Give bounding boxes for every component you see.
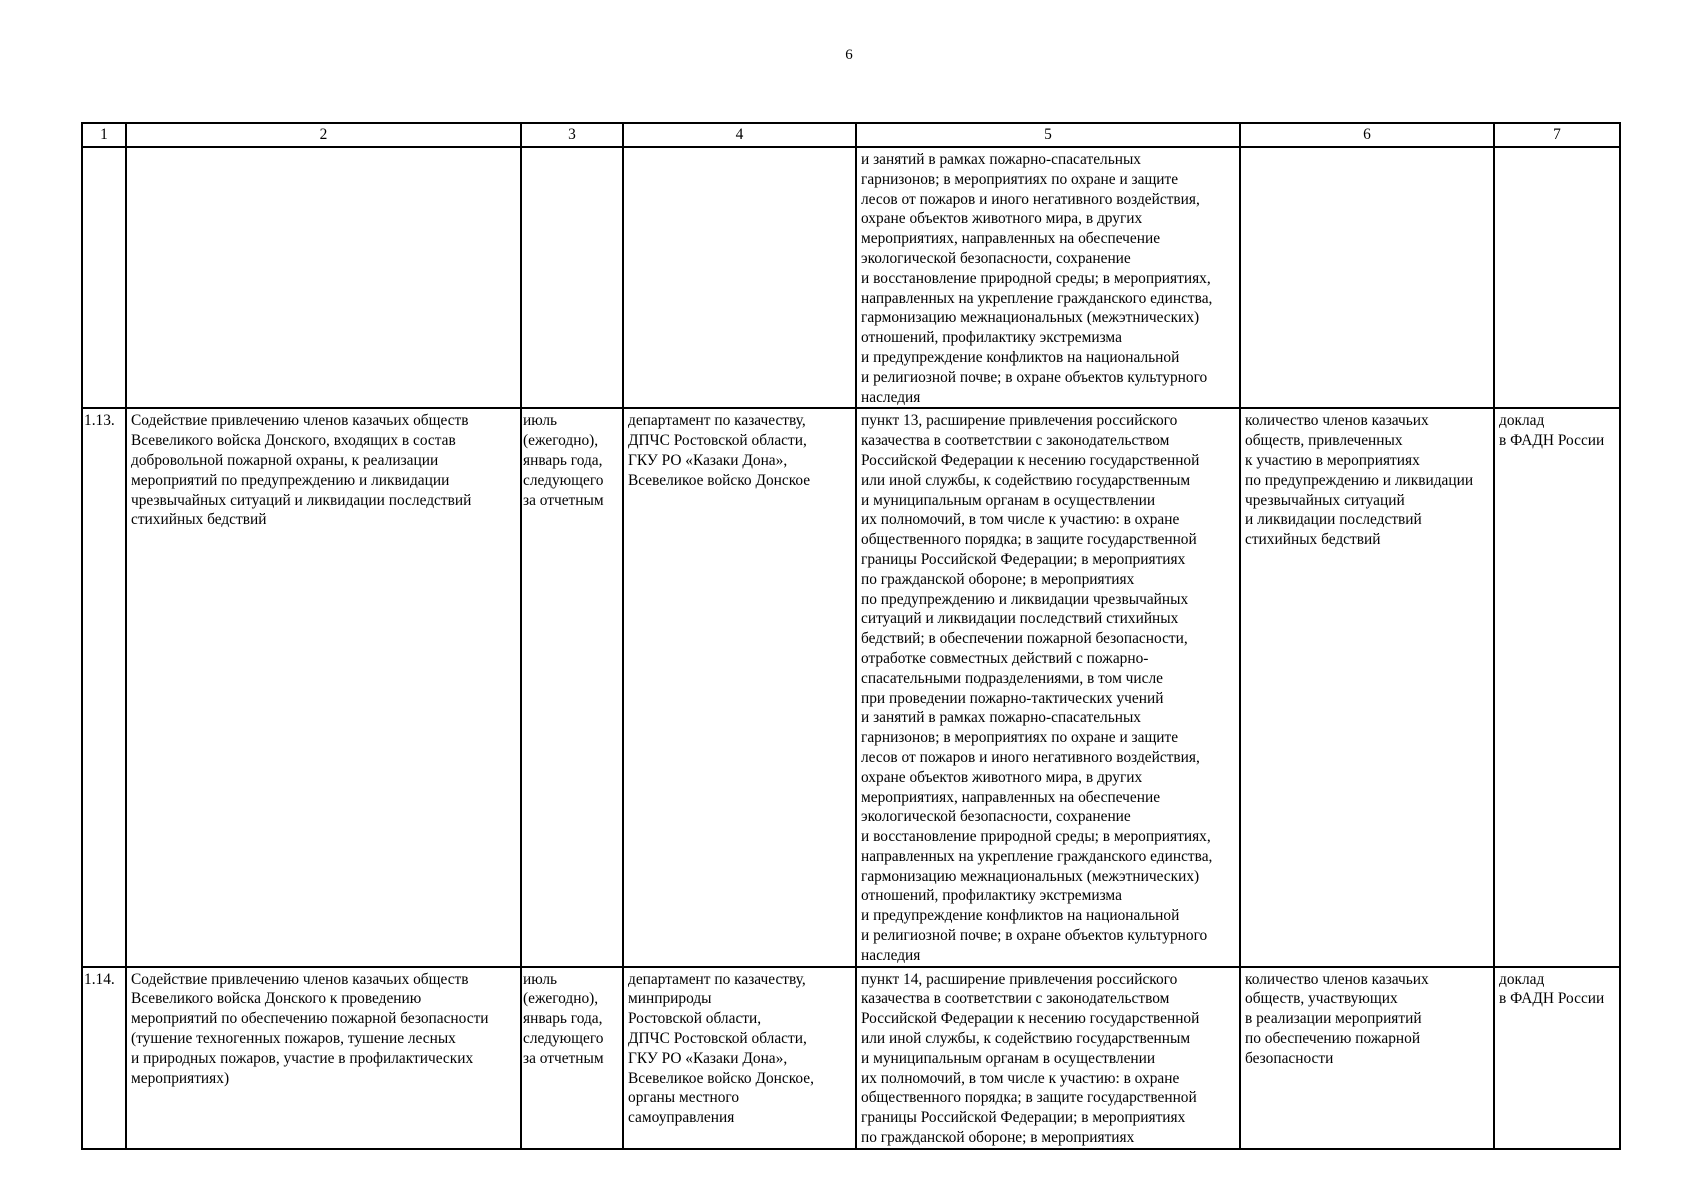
text-line: ДПЧС Ростовской области,	[628, 432, 807, 450]
text-line: при проведении пожарно-тактических учений	[861, 689, 1164, 707]
basis-cell	[856, 408, 1240, 966]
text-line: экологической безопасности, сохранение	[861, 249, 1131, 267]
text-line: ГКУ РО «Казаки Дона»,	[628, 451, 788, 469]
text-line: мероприятиях)	[131, 1069, 230, 1087]
text-line: и природных пожаров, участие в профилактических	[131, 1049, 474, 1067]
text-line: охране объектов животного мира, в других	[861, 210, 1143, 228]
indicator-cell	[1240, 408, 1494, 966]
text-line: границы Российской Федерации; в мероприятиях	[861, 1109, 1186, 1127]
text-line: по обеспечению пожарной	[1245, 1030, 1421, 1048]
text-line: гармонизацию межнациональных (межэтнических)	[861, 309, 1200, 327]
text-line: ситуаций и ликвидации последствий стихийных	[861, 610, 1179, 628]
text-line: казачества в соответствии с законодательством	[861, 990, 1170, 1008]
text-line: в ФАДН России	[1499, 990, 1605, 1008]
text-line: наследия	[861, 388, 921, 406]
text-line: следующего	[523, 1030, 604, 1048]
text-line: лесов от пожаров и иного негативного воздействия,	[861, 748, 1200, 766]
text-line: добровольной пожарной охраны, к реализации	[131, 451, 439, 469]
indicator-cell	[1240, 967, 1494, 1149]
text-line: июль	[523, 412, 558, 430]
table-row	[82, 408, 1620, 966]
measure-cell	[126, 967, 521, 1149]
text-line: их полномочий, в том числе к участию: в охране	[861, 511, 1180, 529]
row-number-cell	[82, 408, 126, 966]
text-line: и восстановление природной среды; в мероприятиях,	[861, 828, 1211, 846]
text-line: спасательными подразделениями, в том числе	[861, 669, 1163, 687]
column-header: 5	[856, 123, 1240, 147]
column-header: 3	[521, 123, 623, 147]
text-line: или иной службы, к содействию государственным	[861, 1030, 1191, 1048]
executors-cell	[623, 967, 856, 1149]
text-line: по предупреждению и ликвидации чрезвычайных	[861, 590, 1189, 608]
text-line: (тушение техногенных пожаров, тушение лесных	[131, 1030, 456, 1048]
text-line: в ФАДН России	[1499, 432, 1605, 450]
text-line: наследия	[861, 946, 921, 964]
column-header: 1	[82, 123, 126, 147]
text-line: и религиозной почве; в охране объектов культурного	[861, 927, 1208, 945]
measure-cell	[126, 408, 521, 966]
text-line: количество членов казачьих	[1245, 970, 1429, 988]
text-line: январь года,	[523, 451, 603, 469]
text-line: общественного порядка; в защите государственной	[861, 531, 1197, 549]
text-line: казачества в соответствии с законодательством	[861, 432, 1170, 450]
text-line: стихийных бедствий	[1245, 531, 1381, 549]
text-line: ГКУ РО «Казаки Дона»,	[628, 1049, 788, 1067]
page-number: 6	[845, 47, 853, 63]
text-line: по гражданской обороне; в мероприятиях	[861, 570, 1135, 588]
text-line: и восстановление природной среды; в мероприятиях,	[861, 269, 1211, 287]
text-line: общественного порядка; в защите государственной	[861, 1089, 1197, 1107]
text-line: и муниципальным органам в осуществлении	[861, 1049, 1156, 1067]
text-line: 1.14.	[84, 970, 115, 988]
text-line: или иной службы, к содействию государственным	[861, 471, 1191, 489]
column-header: 2	[126, 123, 521, 147]
text-line: и муниципальным органам в осуществлении	[861, 491, 1156, 509]
column-number-row	[82, 123, 1620, 147]
basis-cell	[856, 967, 1240, 1149]
text-line: бедствий; в обеспечении пожарной безопасности,	[861, 630, 1188, 648]
text-line: экологической безопасности, сохранение	[861, 808, 1131, 826]
text-line: по предупреждению и ликвидации	[1245, 471, 1474, 489]
text-line: их полномочий, в том числе к участию: в охране	[861, 1069, 1180, 1087]
text-line: (ежегодно),	[523, 990, 599, 1008]
text-line: пункт 13, расширение привлечения российского	[861, 412, 1178, 430]
column-header: 7	[1494, 123, 1620, 147]
text-line: гарнизонов; в мероприятиях по охране и защите	[861, 170, 1179, 188]
text-line: мероприятиях, направленных на обеспечение	[861, 788, 1161, 806]
text-line: чрезвычайных ситуаций	[1245, 491, 1405, 509]
text-line: пункт 14, расширение привлечения российского	[861, 970, 1178, 988]
executors-cell	[623, 147, 856, 408]
measure-cell	[126, 147, 521, 408]
plan-table	[81, 122, 1621, 1150]
deadline-cell	[521, 967, 623, 1149]
text-line: чрезвычайных ситуаций и ликвидации последствий	[131, 491, 472, 509]
text-line: отработке совместных действий с пожарно-	[861, 649, 1149, 667]
text-line: самоуправления	[628, 1109, 735, 1127]
table-row	[82, 147, 1620, 408]
text-line: доклад	[1499, 412, 1545, 430]
text-line: в реализации мероприятий	[1245, 1010, 1422, 1028]
text-line: Содействие привлечению членов казачьих обществ	[131, 970, 469, 988]
text-line: Ростовской области,	[628, 1010, 762, 1028]
indicator-cell	[1240, 147, 1494, 408]
text-line: минприроды	[628, 990, 712, 1008]
text-line: обществ, участвующих	[1245, 990, 1398, 1008]
text-line: направленных на укрепление гражданского единства,	[861, 847, 1213, 865]
row-number-cell	[82, 147, 126, 408]
text-line: департамент по казачеству,	[628, 412, 806, 430]
text-line: и занятий в рамках пожарно-спасательных	[861, 151, 1141, 168]
table-row	[82, 967, 1620, 1149]
basis-cell	[856, 147, 1240, 408]
text-line: Всевеликое войско Донское,	[628, 1069, 814, 1087]
text-line: отношений, профилактику экстремизма	[861, 887, 1122, 905]
text-line: количество членов казачьих	[1245, 412, 1429, 430]
text-line: и предупреждение конфликтов на национальной	[861, 348, 1180, 366]
report-cell	[1494, 408, 1620, 966]
text-line: Российской Федерации к несению государственной	[861, 451, 1200, 469]
text-line: направленных на укрепление гражданского единства,	[861, 289, 1213, 307]
text-line: по гражданской обороне; в мероприятиях	[861, 1129, 1135, 1147]
text-line: следующего	[523, 471, 604, 489]
text-line: и религиозной почве; в охране объектов культурного	[861, 368, 1208, 386]
text-line: Всевеликого войска Донского, входящих в состав	[131, 432, 456, 450]
text-line: Всевеликое войско Донское	[628, 471, 811, 489]
text-line: Содействие привлечению членов казачьих обществ	[131, 412, 469, 430]
executors-cell	[623, 408, 856, 966]
text-line: за отчетным	[523, 491, 604, 509]
text-line: (ежегодно),	[523, 432, 599, 450]
text-line: Российской Федерации к несению государственной	[861, 1010, 1200, 1028]
text-line: охране объектов животного мира, в других	[861, 768, 1143, 786]
row-number-cell	[82, 967, 126, 1149]
text-line: ДПЧС Ростовской области,	[628, 1030, 807, 1048]
deadline-cell	[521, 147, 623, 408]
text-line: и предупреждение конфликтов на национальной	[861, 907, 1180, 925]
report-cell	[1494, 967, 1620, 1149]
text-line: и занятий в рамках пожарно-спасательных	[861, 709, 1141, 727]
text-line: к участию в мероприятиях	[1245, 451, 1420, 469]
text-line: безопасности	[1245, 1049, 1334, 1067]
text-line: департамент по казачеству,	[628, 970, 806, 988]
text-line: обществ, привлеченных	[1245, 432, 1403, 450]
text-line: мероприятий по обеспечению пожарной безопасности	[131, 1010, 489, 1028]
text-line: Всевеликого войска Донского к проведению	[131, 990, 422, 1008]
report-cell	[1494, 147, 1620, 408]
text-line: стихийных бедствий	[131, 511, 267, 529]
text-line: и ликвидации последствий	[1245, 511, 1422, 529]
text-line: отношений, профилактику экстремизма	[861, 329, 1122, 347]
text-line: гармонизацию межнациональных (межэтнических)	[861, 867, 1200, 885]
text-line: 1.13.	[84, 412, 115, 430]
text-line: мероприятий по предупреждению и ликвидации	[131, 471, 450, 489]
text-line: лесов от пожаров и иного негативного воздействия,	[861, 190, 1200, 208]
text-line: за отчетным	[523, 1049, 604, 1067]
text-line: гарнизонов; в мероприятиях по охране и защите	[861, 729, 1179, 747]
deadline-cell	[521, 408, 623, 966]
column-header: 4	[623, 123, 856, 147]
text-line: январь года,	[523, 1010, 603, 1028]
text-line: границы Российской Федерации; в мероприятиях	[861, 550, 1186, 568]
text-line: органы местного	[628, 1089, 740, 1107]
column-header: 6	[1240, 123, 1494, 147]
text-line: мероприятиях, направленных на обеспечение	[861, 230, 1161, 248]
text-line: июль	[523, 970, 558, 988]
text-line: доклад	[1499, 970, 1545, 988]
